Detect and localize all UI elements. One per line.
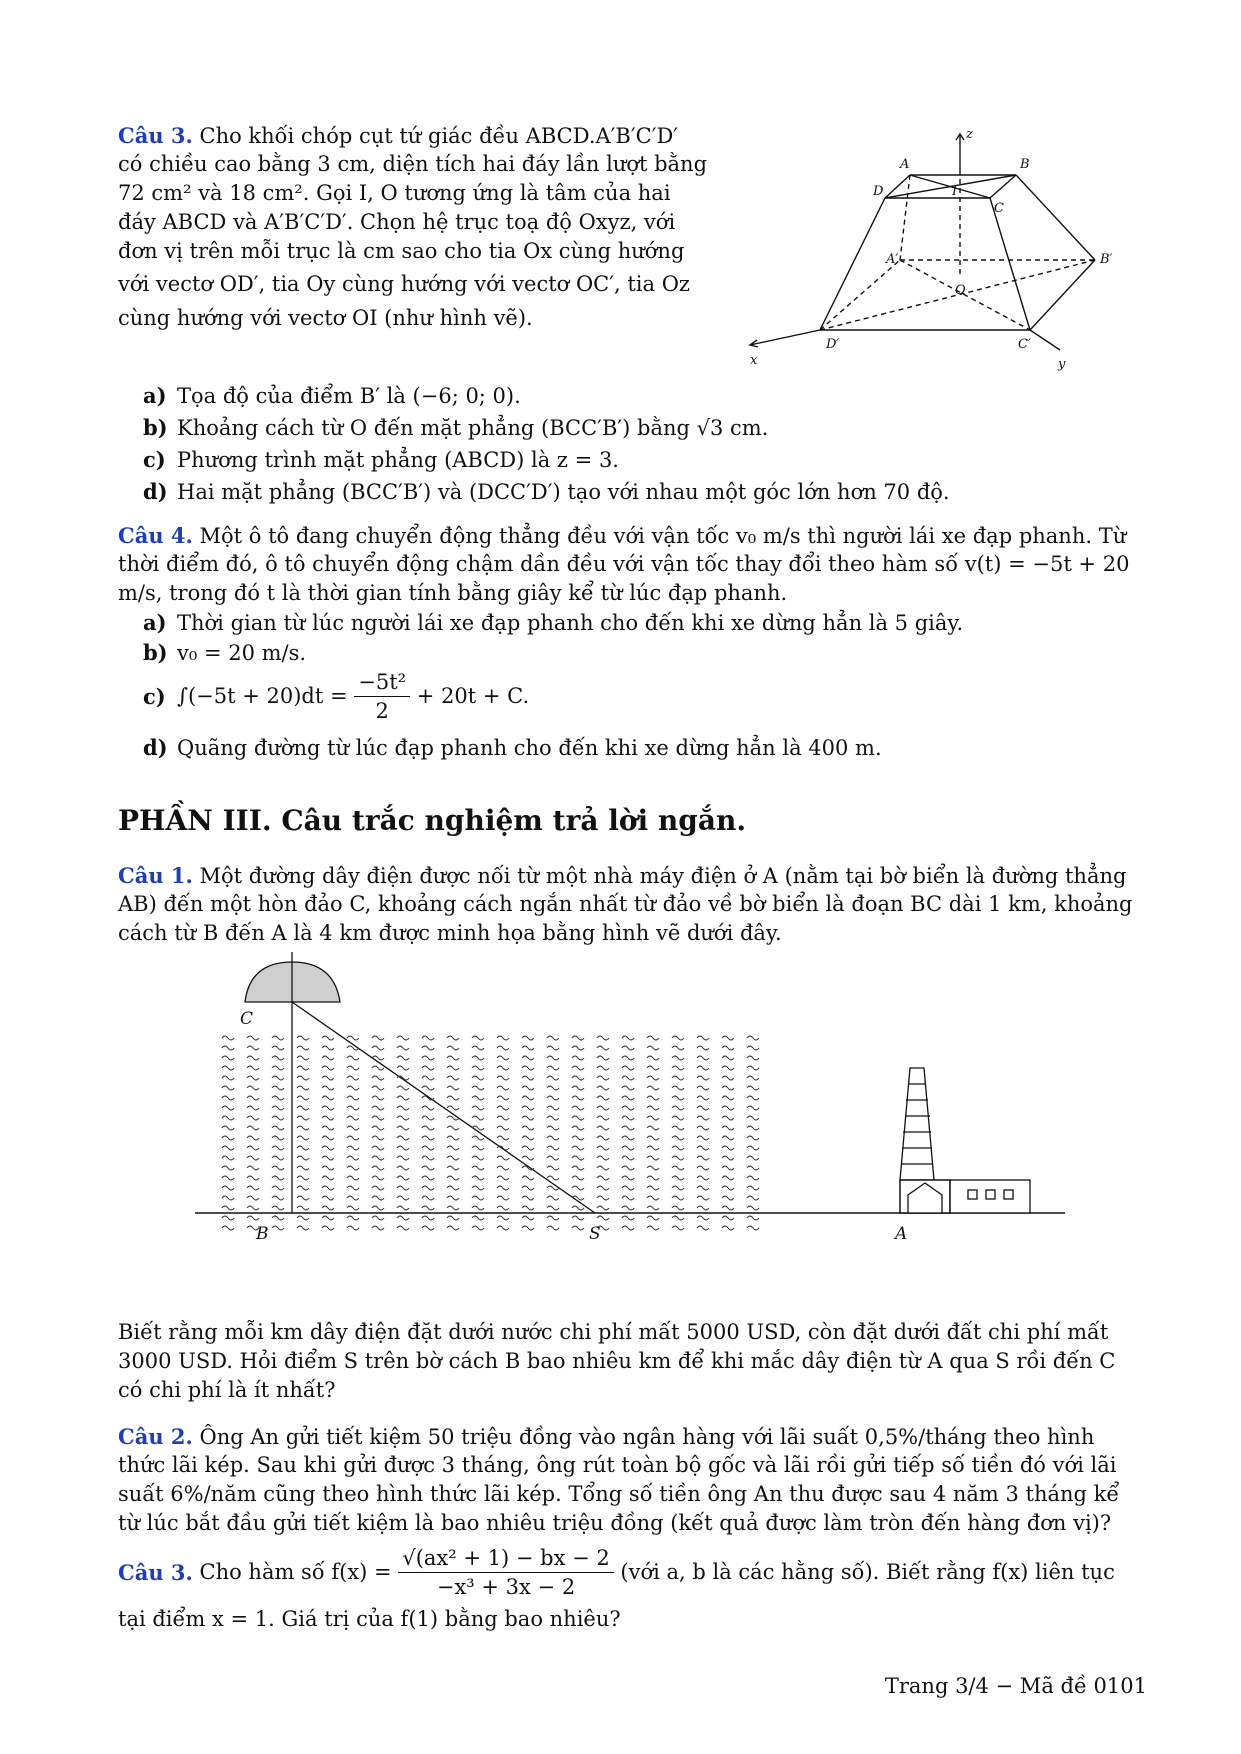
option-b: b) v₀ = 20 m/s.: [143, 640, 307, 665]
question-text-line: cách từ B đến A là 4 km được minh họa bằng hình vẽ dưới đây.: [118, 921, 782, 945]
vertex-label: O: [955, 283, 966, 298]
question-text-line: m/s, trong đó t là thời gian tính bằng giây kể từ lúc đạp phanh.: [118, 581, 788, 605]
option-a: a) Tọa độ của điểm B′ là (−6; 0; 0).: [143, 383, 521, 408]
question-label: Câu 3.: [118, 1560, 193, 1585]
question-label: Câu 3.: [118, 123, 193, 148]
question-text-line: từ lúc bắt đầu gửi tiết kiệm là bao nhiêu triệu đồng (kết quả được làm tròn đến hàng đơn vị)?: [118, 1511, 1112, 1535]
question-text-line: có chi phí là ít nhất?: [118, 1378, 336, 1402]
vertex-label: B: [1020, 157, 1030, 172]
axis-label-z: z: [966, 127, 973, 142]
axis-label-y: y: [1058, 357, 1066, 372]
vertex-label: D: [873, 184, 884, 199]
vertex-label: C: [994, 201, 1004, 216]
powerline-figure: [190, 950, 1080, 1250]
question-text-line: thời điểm đó, ô tô chuyển động chậm dần đều với vận tốc thay đổi theo hàm số v(t) = −5t + 20: [118, 552, 1130, 576]
question-text-line: Một ô tô đang chuyển động thẳng đều với vận tốc v₀ m/s thì người lái xe đạp phanh. Từ: [199, 524, 1127, 548]
question-text-line: AB) đến một hòn đảo C, khoảng cách ngắn nhất từ đảo về bờ biển là đoạn BC dài 1 km, khoảng: [118, 892, 1133, 916]
question-text-line: 72 cm² và 18 cm². Gọi I, O tương ứng là tâm của hai: [118, 181, 671, 205]
question-label: Câu 4.: [118, 523, 193, 548]
option-b: b) Khoảng cách từ O đến mặt phẳng (BCC′B′) bằng √3 cm.: [143, 415, 769, 440]
question-label: Câu 2.: [118, 1424, 193, 1449]
question-text-line: có chiều cao bằng 3 cm, diện tích hai đáy lần lượt bằng: [118, 152, 708, 176]
point-label-A: A: [895, 1224, 908, 1244]
option-a: a) Thời gian từ lúc người lái xe đạp phanh cho đến khi xe dừng hẳn là 5 giây.: [143, 610, 964, 635]
vertex-label: C′: [1018, 337, 1031, 352]
question-text-line: Một đường dây điện được nối từ một nhà máy điện ở A (nằm tại bờ biển là đường thẳng: [199, 864, 1127, 888]
vertex-label: A: [900, 157, 910, 172]
fraction: $\frac{\text{√(ax² + 1) − bx − 2}}{\text{−x³ + 3x − 2}}$: [398, 1544, 613, 1601]
axis-label-x: x: [750, 353, 758, 368]
question-text-line: suất 6%/năm cũng theo hình thức lãi kép. Tổng số tiền ông An thu được sau 4 năm 3 tháng kể: [118, 1482, 1120, 1506]
option-c: c) ∫(−5t + 20)dt = $\frac{\text{−5t²}}{2}$ + 20t + C.: [143, 670, 530, 723]
question-text-line: với vectơ OD′, tia Oy cùng hướng với vectơ OC′, tia Oz: [118, 272, 690, 296]
vertex-label: I: [952, 184, 958, 199]
vertex-label: A′: [886, 252, 899, 267]
option-d: d) Hai mặt phẳng (BCC′B′) và (DCC′D′) tạo với nhau một góc lớn hơn 70 độ.: [143, 479, 950, 504]
question-text-line: Biết rằng mỗi km dây điện đặt dưới nước chi phí mất 5000 USD, còn đặt dưới đất chi phí mất: [118, 1320, 1109, 1344]
point-label-S: S: [589, 1224, 601, 1244]
question-text-line: Cho khối chóp cụt tứ giác đều ABCD.A′B′C′D′: [199, 124, 679, 148]
point-label-B: B: [256, 1224, 269, 1244]
section-title: PHẦN III. Câu trắc nghiệm trả lời ngắn.: [118, 804, 747, 837]
question-text-line: Ông An gửi tiết kiệm 50 triệu đồng vào ngân hàng với lãi suất 0,5%/tháng theo hình: [199, 1425, 1095, 1449]
question-text-line: tại điểm x = 1. Giá trị của f(1) bằng bao nhiêu?: [118, 1607, 621, 1631]
option-d: d) Quãng đường từ lúc đạp phanh cho đến khi xe dừng hẳn là 400 m.: [143, 735, 882, 760]
page-footer: Trang 3/4 − Mã đề 0101: [884, 1674, 1147, 1698]
water-waves: [222, 1036, 759, 1230]
point-label-C: C: [240, 1009, 254, 1029]
vertex-label: B′: [1100, 252, 1113, 267]
frustum-figure: [740, 120, 1140, 380]
question-text-line: đáy ABCD và A′B′C′D′. Chọn hệ trục toạ độ Oxyz, với: [118, 210, 676, 234]
question-text-line: 3000 USD. Hỏi điểm S trên bờ cách B bao nhiêu km để khi mắc dây điện từ A qua S rồi đến C: [118, 1349, 1116, 1373]
question-text-line: cùng hướng với vectơ OI (như hình vẽ).: [118, 306, 533, 330]
question-text-line: thức lãi kép. Sau khi gửi được 3 tháng, ông rút toàn bộ gốc và lãi rồi gửi tiếp số tiền đó với lãi: [118, 1453, 1117, 1477]
fraction: $\frac{\text{−5t²}}{2}$: [354, 668, 410, 725]
question-label: Câu 1.: [118, 863, 193, 888]
vertex-label: D′: [826, 337, 840, 352]
option-c: c) Phương trình mặt phẳng (ABCD) là z = 3.: [143, 447, 619, 472]
question-text-line: đơn vị trên mỗi trục là cm sao cho tia Ox cùng hướng: [118, 239, 685, 263]
